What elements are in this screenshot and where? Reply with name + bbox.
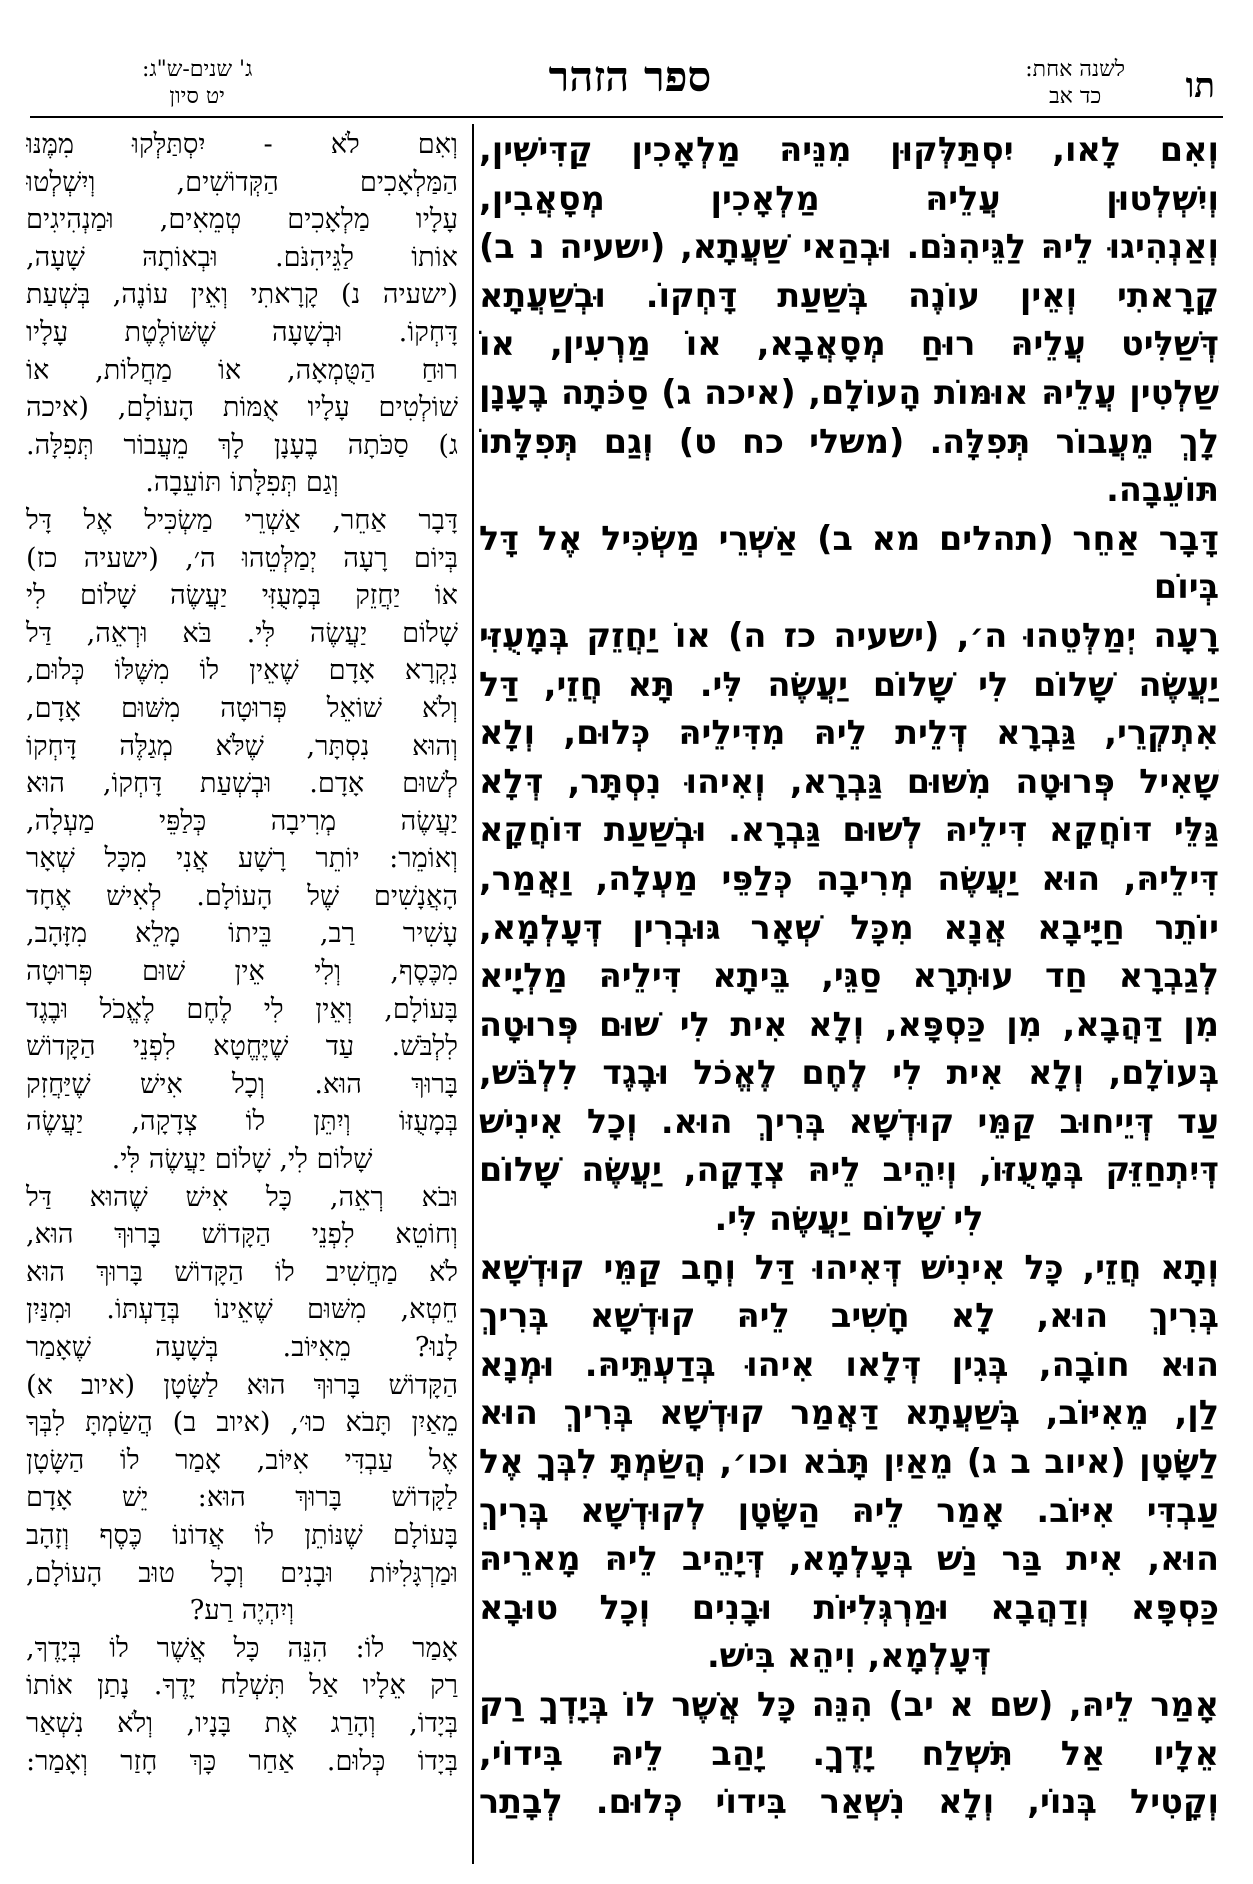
main-text-line: וְתָא חֲזֵי, כָּל אִינִישׁ דְּאִיהוּ דַּל וְחָב קַמֵּי קוּדְשָׁא <box>479 1247 1219 1287</box>
main-text-line: בְּרִיךְ הוּא, לָא חָשִׁיב לֵיהּ קוּדְשָׁא בְּרִיךְ <box>479 1296 1219 1336</box>
main-text-line: גַּלֵּי דּוֹחֲקָא דִּילֵיהּ לְשׁוּם גַּבְרָא. וּבְשַׁעַת דּוֹחֲקָא <box>479 810 1219 850</box>
header-left-line-1: ג' שנים-ש"ג: <box>142 57 253 82</box>
side-text-line: וְאִם לֹא - יִסְתַּלְּקוּ מִמֶּנּוּ <box>26 129 458 160</box>
header-rule <box>30 116 1223 118</box>
main-text-line: דָּבָר אַחֵר (תהלים מא ב) אַשְׁרֵי מַשְׂכִּיל אֶל דָּל בְּיוֹם <box>479 518 1219 607</box>
main-text-line: הוּא חוֹבָה, בְּגִין דְּלָאו אִיהוּ בְּדַעְתֵּיהּ. וּמְנָא <box>479 1344 1219 1384</box>
side-text-line: לָנוּ? מֵאִיּוֹב. בְּשָׁעָה שֶׁאָמַר <box>26 1332 458 1363</box>
main-text-line: דְּשַׁלִּיט עֲלֵיהּ רוּחַ מְסָאֲבָא, אוֹ מַרְעִין, אוֹ <box>479 324 1219 364</box>
side-text-line: אוֹתוֹ לַגֵּיהִנֹּם. וּבְאוֹתָהּ שָׁעָה, <box>26 241 458 273</box>
main-text-line: יַעֲשֶׂה שָׁלוֹם לִי שָׁלוֹם יַעֲשֶׂה לִּי. תָּא חֲזֵי, דַּל <box>479 664 1219 704</box>
main-text-line: קָרָאתִי וְאֵין עוֹנֶה בְּשַׁעַת דָּחְקוֹ. וּבְשַׁעֲתָא <box>479 275 1219 315</box>
main-text-line: לַן, מֵאִיּוֹב, בְּשַׁעֲתָא דַּאֲמַר קוּדְשָׁא בְּרִיךְ הוּא <box>479 1393 1219 1433</box>
side-text-line: נִקְרָא אָדָם שֶׁאֵין לוֹ מִשֶּׁלּוֹ כְּלוּם, <box>26 655 458 687</box>
side-text-line: דָּחְקוֹ. וּבְשָׁעָה שֶׁשּׁוֹלֶטֶת עָלָיו <box>26 316 458 348</box>
side-text-line: וְיִהְיֶה רַע? <box>189 1595 295 1627</box>
main-text-line: וְאַנְהִיגוּ לֵיהּ לַגֵּיהִנֹּם. וּבְהַאי שַׁעֲתָא, (ישעיה נ ב) <box>479 227 1219 267</box>
side-text-line: לִלְבֹּשׁ. עַד שֶׁיֶּחֱטָא לִפְנֵי הַקָּדוֹשׁ <box>26 1031 458 1063</box>
main-text-line: יוֹתֵר חַיָּיבָא אֲנָא מִכָּל שְׁאָר גּוּבְרִין דְּעָלְמָא, <box>479 907 1219 947</box>
side-text-line: רוּחַ הַטֻּמְאָה, אוֹ מַחֲלוֹת, אוֹ <box>26 354 458 386</box>
page-number: תו <box>1185 66 1215 106</box>
main-text-line: וְאִם לָאו, יִסְתַּלְּקוּן מִנֵּיהּ מַלְאָכִין קַדִּישִׁין, <box>479 130 1219 169</box>
main-text-line: לָךְ מֵעֲבוֹר תְּפִלָּה. (משלי כח ט) וְגַם תְּפִלָּתוֹ תּוֹעֵבָה. <box>479 421 1219 510</box>
main-text-line: עַבְדִּי אִיּוֹב. אָמַר לֵיהּ הַשָּׂטָן לְקוּדְשָׁא בְּרִיךְ <box>479 1490 1219 1530</box>
side-text-line: שָׁלוֹם יַעֲשֶׂה לִּי. בֹּא וּרְאֵה, דַּל <box>26 617 458 649</box>
side-text-line: אוֹ יַחֲזֵק בְּמָעֻזִּי יַעֲשֶׂה שָׁלוֹם לִי <box>26 580 458 612</box>
side-text-line: אֶל עַבְדִּי אִיּוֹב, אָמַר לוֹ הַשָּׂטָן <box>26 1444 458 1476</box>
side-text-line: וּמַרְגָּלִיּוֹת וּבָנִים וְכָל טוּב הָעוֹלָם, <box>26 1557 458 1589</box>
column-divider <box>472 124 474 1864</box>
main-text-line: אֵלָיו אַל תִּשְׁלַח יָדֶךָ. יָהַב לֵיהּ בִּידוֹי, <box>479 1733 1219 1773</box>
side-text-line: בָּעוֹלָם שֶׁנּוֹתֵן לוֹ אֲדוֹנוֹ כֶּסֶף וְזָהָב <box>26 1519 458 1551</box>
side-text-line: (ישעיה נ) קָרָאתִי וְאֵין עוֹנֶה, בְּשְׁעַת <box>26 279 458 311</box>
main-text-line: מִן דַּהֲבָא, מִן כַּסְפָּא, וְלָא אִית לִי שׁוּם פְּרוּטָה <box>479 1004 1219 1044</box>
main-text-line: שַׁלְטִין עֲלֵיהּ אוּמּוֹת הָעוֹלָם, (איכה ג) סַכֹּתָה בֶעָנָן <box>479 372 1219 412</box>
side-text-line: עָשִׁיר רַב, בֵּיתוֹ מָלֵא מִזָּהָב, <box>26 918 458 950</box>
header-left-reading <box>142 56 252 110</box>
main-text-line: כַּסְפָּא וְדַהֲבָא וּמַרְגְּלִיּוֹת וּבָנִים וְכָל טוּבָא <box>479 1587 1219 1627</box>
side-text-line: בְּמָעֻזּוֹ וְיִתֵּן לוֹ צְדָקָה, יַעֲשֶׂה <box>26 1106 458 1138</box>
side-text-line: שָׁלוֹם לִי, שָׁלוֹם יַעֲשֶׂה לִּי. <box>111 1144 373 1176</box>
main-text-line: הוּא, אִית בַּר נַשׁ בְּעָלְמָא, דְּיָהֵיב לֵיהּ מָארֵיהּ <box>479 1539 1219 1579</box>
side-text-line: הַקָּדוֹשׁ בָּרוּךְ הוּא לַשָּׂטָן (איוב א) <box>26 1369 458 1401</box>
side-text-line: בְּיָדוֹ כְּלוּם. אַחַר כָּךְ חָזַר וְאָמַר: <box>26 1745 458 1777</box>
side-text-line: חֵטְא, מִשּׁוּם שֶׁאֵינוֹ בְּדַעְתּוֹ. וּמִנַּיִן <box>26 1294 458 1326</box>
side-text-line: מֵאַיִן תָּבֹא כוּ׳, (איוב ב) הֲשַׂמְתָּ לִבְּךָ <box>26 1407 458 1439</box>
main-text-line: שָׁאִיל פְּרוּטָה מִשּׁוּם גַּבְרָא, וְאִיהוּ נִסְתָּר, דְּלָא <box>479 761 1219 801</box>
side-text-line: וְלֹא שׁוֹאֵל פְּרוּטָה מִשּׁוּם אָדָם, <box>26 692 458 724</box>
side-text-line: דָּבָר אַחֵר, אַשְׁרֵי מַשְׂכִּיל אֶל דָּל <box>26 504 458 536</box>
main-text-line: לְגַבְרָא חַד עוּתְרָא סַגֵּי, בֵּיתָא דִּילֵיהּ מַלְיָיא <box>479 956 1219 996</box>
header-right-reading <box>1025 56 1125 110</box>
main-text-line: דְּעָלְמָא, וִיהֵא בִּישׁ. <box>706 1636 992 1676</box>
main-text-line: וְיִשְׁלְטוּן עֲלֵיהּ מַלְאָכִין מְסָאֲבִין, <box>479 178 1219 218</box>
header-right-line-1: לשנה אחת: <box>1025 57 1125 82</box>
main-text-line: עַד דְּיֵיחוּב קַמֵּי קוּדְשָׁא בְּרִיךְ הוּא. וְכָל אִינִישׁ <box>479 1101 1219 1141</box>
side-text-line: וְהוּא נִסְתָּר, שֶׁלֹּא מְגַלֶּה דָּחְקוֹ <box>26 730 458 762</box>
main-text-line: אָמַר לֵיהּ, (שם א יב) הִנֵּה כָּל אֲשֶׁר לוֹ בְּיָדְךָ רַק <box>479 1685 1219 1724</box>
main-text-line: דִּילֵיהּ, הוּא יַעֲשֶׂה מְרִיבָה כְּלַפֵּי מַעְלָה, וַאֲמַר, <box>479 858 1219 898</box>
main-text-line: לַשָּׂטָן (איוב ב ג) מֵאַיִן תָּבֹא וכו׳, הֲשַׂמְתָּ לִבְּךָ אֶל <box>479 1442 1219 1482</box>
main-text-line: וְקָטִיל בְּנוֹי, וְלָא נִשְׁאַר בִּידוֹי כְּלוּם. לְבָתַר <box>479 1782 1219 1822</box>
side-text-line: אָמַר לוֹ: הִנֵּה כָּל אֲשֶׁר לוֹ בְּיָדֶךָ, <box>26 1632 458 1664</box>
side-text-line: הַמַּלְאָכִים הַקְּדוֹשִׁים, וְיִשְׁלְטוּ <box>26 166 458 198</box>
side-text-line: שׁוֹלְטִים עָלָיו אֻמּוֹת הָעוֹלָם, (איכה <box>26 392 458 424</box>
side-text-line: וּבֹא רְאֵה, כָּל אִישׁ שֶׁהוּא דַּל <box>26 1181 458 1213</box>
side-text-line: רַק אֵלָיו אַל תִּשְׁלַח יָדֶךָ. נָתַן אוֹתוֹ <box>26 1670 458 1702</box>
header-left-line-2: יט סיון <box>169 84 225 109</box>
main-text-line: בְּעוֹלָם, וְלָא אִית לִי לֶחֶם לֶאֱכֹל וּבֶגֶד לִלְבֹּשׁ, <box>479 1053 1219 1093</box>
page-header <box>0 0 1253 118</box>
main-text-line: רָעָה יְמַלְּטֵהוּ ה׳, (ישעיה כז ה) אוֹ יַחֲזֵק בְּמָעֻזִּי <box>479 615 1219 655</box>
side-text-line: בָּעוֹלָם, וְאֵין לִי לֶחֶם לֶאֱכֹל וּבֶגֶד <box>26 993 458 1025</box>
side-text-line: ג) סַכֹּתָה בֶעָנָן לָךְ מֵעֲבוֹר תְּפִלָּה. <box>26 429 458 461</box>
side-text-line: הָאֲנָשִׁים שֶׁל הָעוֹלָם. לְאִישׁ אֶחָד <box>26 880 458 912</box>
side-text-line: בְּיוֹם רָעָה יְמַלְּטֵהוּ ה׳, (ישעיה כז) <box>26 542 458 574</box>
side-text-line: וְחוֹטֵא לִפְנֵי הַקָּדוֹשׁ בָּרוּךְ הוּא, <box>26 1219 458 1251</box>
header-right-line-2: כד אב <box>1049 84 1102 109</box>
main-text-line: דְּיִתְחַזֵּק בְּמָעֻזּוֹ, וְיִהֵיב לֵיהּ צְדָקָה, יַעֲשֶׂה שָׁלוֹם <box>479 1150 1219 1190</box>
side-text-line: יַעֲשֶׂה מְרִיבָה כְּלַפֵּי מַעְלָה, <box>26 805 458 837</box>
side-text-line: לַקָּדוֹשׁ בָּרוּךְ הוּא: יֵשׁ אָדָם <box>26 1482 458 1514</box>
side-text-line: מִכֶּסֶף, וְלִי אֵין שׁוּם פְּרוּטָה <box>26 956 458 988</box>
aramaic-main-column <box>479 126 1219 1866</box>
side-text-line: וְאוֹמֵר: יוֹתֵר רָשָׁע אֲנִי מִכָּל שְׁאָר <box>26 843 458 875</box>
main-text-line: אִתְקְרֵי, גַּבְרָא דְּלֵית לֵיהּ מִדִּילֵיהּ כְּלוּם, וְלָא <box>479 713 1219 753</box>
hebrew-translation-column <box>26 126 458 1866</box>
side-text-line: לְשׁוּם אָדָם. וּבְשְׁעַת דָּחְקוֹ, הוּא <box>26 768 458 800</box>
side-text-line: וְגַם תְּפִלָּתוֹ תּוֹעֵבָה. <box>145 467 339 499</box>
main-text-line: לִי שָׁלוֹם יַעֲשֶׂה לִּי. <box>714 1199 984 1239</box>
side-text-line: בְּיָדוֹ, וְהָרַג אֶת בָּנָיו, וְלֹא נִשְׁאַר <box>26 1707 458 1739</box>
side-text-line: לֹא מַחֲשִׁיב לוֹ הַקָּדוֹשׁ בָּרוּךְ הוּא <box>26 1256 458 1288</box>
side-text-line: בָּרוּךְ הוּא. וְכָל אִישׁ שֶׁיַּחֲזִק <box>26 1068 458 1100</box>
side-text-line: עָלָיו מַלְאָכִים טְמֵאִים, וּמַנְהִיגִים <box>26 204 458 236</box>
book-title: ספר הזהר <box>548 52 712 101</box>
